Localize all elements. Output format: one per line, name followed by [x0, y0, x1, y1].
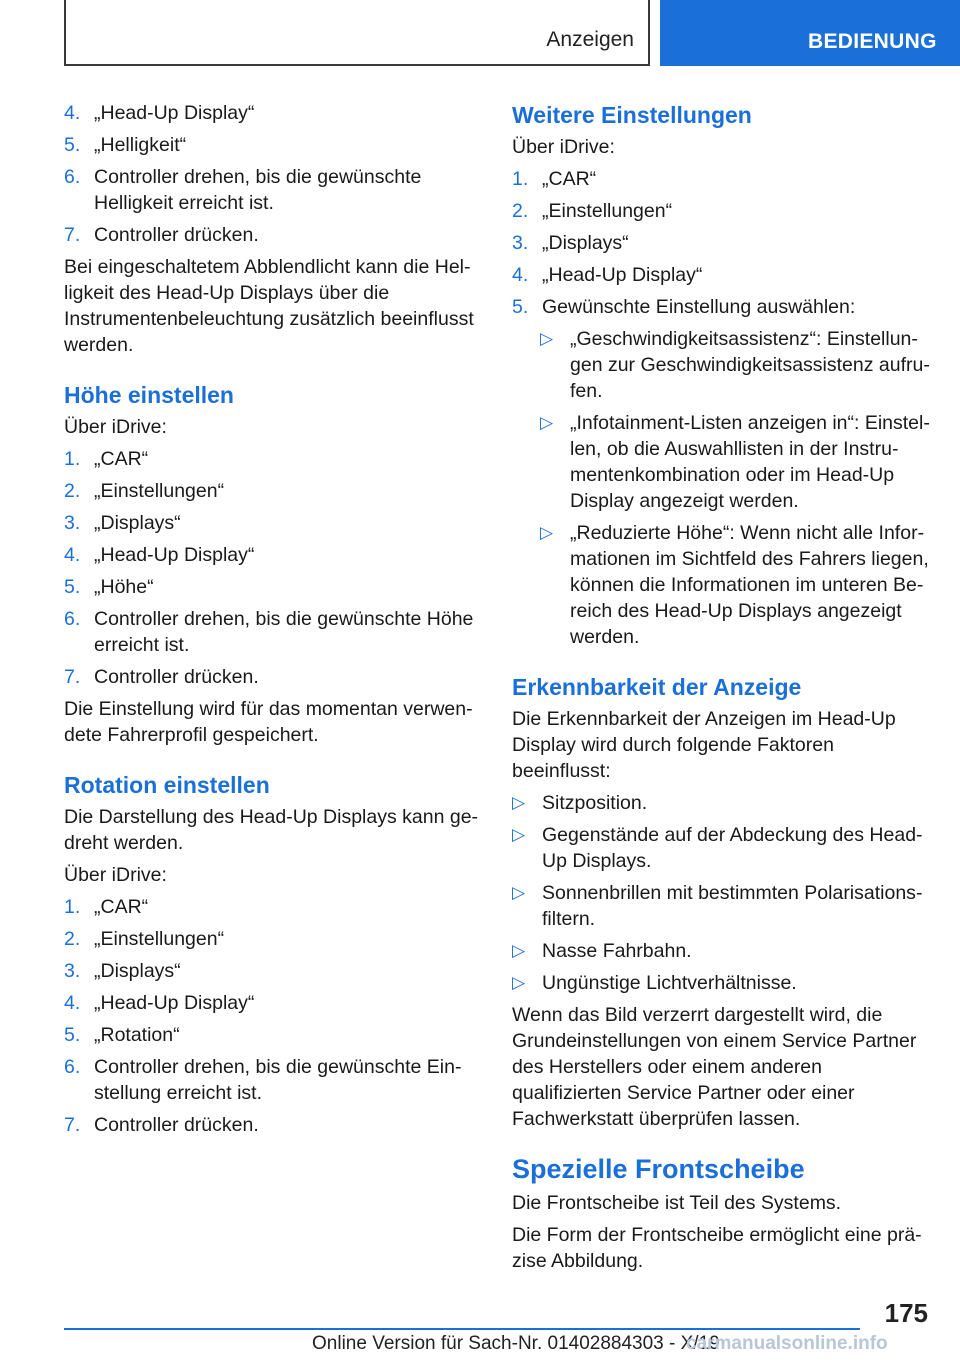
list-item: 4. „Head-Up Display“	[64, 992, 255, 1014]
online-version-note: Online Version für Sach-Nr. 01402884303 - X/19	[312, 1333, 720, 1354]
list-item: 4. „Head-Up Display“	[512, 264, 703, 286]
erkennbarkeit-note: Wenn das Bild verzerrt dargestellt wird, die Grundeinstellungen von einem Service Partner des Herstellers oder einem anderen qualifizierten Service Partner oder einer Fachwerkstatt überprüfen lassen.	[512, 1004, 917, 1130]
triangle-bullet-icon: ▷	[512, 883, 526, 902]
list-item: 7. Controller drücken.	[64, 1114, 259, 1136]
triangle-bullet-icon: ▷	[540, 329, 554, 348]
right-column	[512, 100, 930, 1280]
heading-rotation: Rotation einstellen	[64, 772, 270, 798]
list-item: ▷ „Geschwindigkeitsassistenz“: Einstellungen zur Geschwindigkeitsassistenz aufrufen.	[540, 328, 930, 402]
watermark: carmanualsonline.info	[686, 1333, 888, 1354]
list-item: 3. „Displays“	[64, 512, 181, 534]
heading-hoehe: Höhe einstellen	[64, 382, 234, 408]
list-item: 5. „Helligkeit“	[64, 134, 187, 156]
hoehe-steps	[64, 446, 482, 690]
section-title: Anzeigen	[546, 28, 634, 51]
footer-divider	[64, 1328, 860, 1330]
list-item: ▷ „Infotainment-Listen anzeigen in“: Einstellen, ob die Auswahllisten in der Instrumentenkombination oder im Head-Up Display angezeigt werden.	[540, 412, 930, 512]
list-item: ▷ Gegenstände auf der Abdeckung des Head-Up Displays.	[512, 824, 923, 872]
erkennbarkeit-factors	[512, 790, 930, 996]
heading-weitere: Weitere Einstellungen	[512, 102, 752, 128]
list-item: 6. Controller drehen, bis die gewünschte Helligkeit erreicht ist.	[64, 166, 422, 214]
list-item: 5. „Rotation“	[64, 1024, 180, 1046]
list-item: 4. „Head-Up Display“	[64, 102, 255, 124]
brightness-steps	[64, 100, 482, 248]
list-item: 5. Gewünschte Einstellung auswählen:	[512, 296, 856, 318]
list-item: 1. „CAR“	[64, 896, 149, 918]
page-header	[0, 0, 960, 66]
list-item: 1. „CAR“	[512, 168, 597, 190]
chapter-tab	[660, 0, 960, 66]
list-item: 6. Controller drehen, bis die gewünschte Höhe erreicht ist.	[64, 608, 474, 656]
brightness-note: Bei eingeschaltetem Abblendlicht kann die Helligkeit des Head-Up Displays über die Instrumentenbeleuchtung zusätzlich beeinflusst werden.	[64, 256, 474, 356]
list-item: 7. Controller drücken.	[64, 224, 259, 246]
heading-erkennbarkeit: Erkennbarkeit der Anzeige	[512, 674, 802, 700]
erkennbarkeit-desc: Die Erkennbarkeit der Anzeigen im Head-Up Display wird durch folgende Faktoren beeinflusst:	[512, 708, 896, 782]
list-item: ▷ Ungünstige Lichtverhältnisse.	[512, 972, 797, 994]
list-item: 1. „CAR“	[64, 448, 149, 470]
triangle-bullet-icon: ▷	[540, 413, 554, 432]
list-item: 4. „Head-Up Display“	[64, 544, 255, 566]
list-item: ▷ „Reduzierte Höhe“: Wenn nicht alle Informationen im Sichtfeld des Fahrers liegen, können die Informationen im unteren Bereich des Head-Up Displays angezeigt werden.	[540, 522, 929, 648]
list-item: 2. „Einstellungen“	[512, 200, 673, 222]
list-item: 5. „Höhe“	[64, 576, 154, 598]
weitere-intro: Über iDrive:	[512, 136, 615, 158]
hoehe-note: Die Einstellung wird für das momentan verwendete Fahrerprofil gespeichert.	[64, 698, 473, 746]
rotation-steps	[64, 894, 482, 1138]
list-item: 2. „Einstellungen“	[64, 480, 225, 502]
settings-options	[540, 326, 930, 650]
hoehe-intro: Über iDrive:	[64, 416, 167, 438]
triangle-bullet-icon: ▷	[512, 825, 526, 844]
rotation-intro: Über iDrive:	[64, 864, 167, 886]
list-item: 3. „Displays“	[512, 232, 629, 254]
triangle-bullet-icon: ▷	[512, 973, 526, 992]
heading-frontscheibe: Spezielle Frontscheibe	[512, 1154, 805, 1184]
frontscheibe-p2: Die Form der Frontscheibe ermöglicht eine präzise Abbildung.	[512, 1224, 922, 1272]
list-item: ▷ Nasse Fahrbahn.	[512, 940, 692, 962]
list-item: ▷ Sonnenbrillen mit bestimmten Polarisationsfiltern.	[512, 882, 923, 930]
section-tab	[64, 0, 650, 66]
frontscheibe-p1: Die Frontscheibe ist Teil des Systems.	[512, 1192, 842, 1214]
list-item: 2. „Einstellungen“	[64, 928, 225, 950]
triangle-bullet-icon: ▷	[512, 941, 526, 960]
list-item: 6. Controller drehen, bis die gewünschte Einstellung erreicht ist.	[64, 1056, 462, 1104]
chapter-title: BEDIENUNG	[808, 30, 937, 53]
list-item: 7. Controller drücken.	[64, 666, 259, 688]
rotation-desc: Die Darstellung des Head-Up Displays kann gedreht werden.	[64, 806, 479, 854]
left-column	[64, 100, 482, 1144]
list-item: 3. „Displays“	[64, 960, 181, 982]
triangle-bullet-icon: ▷	[512, 793, 526, 812]
page-number: 175	[884, 1298, 928, 1328]
weitere-steps	[512, 166, 930, 320]
triangle-bullet-icon: ▷	[540, 523, 554, 542]
list-item: ▷ Sitzposition.	[512, 792, 648, 814]
